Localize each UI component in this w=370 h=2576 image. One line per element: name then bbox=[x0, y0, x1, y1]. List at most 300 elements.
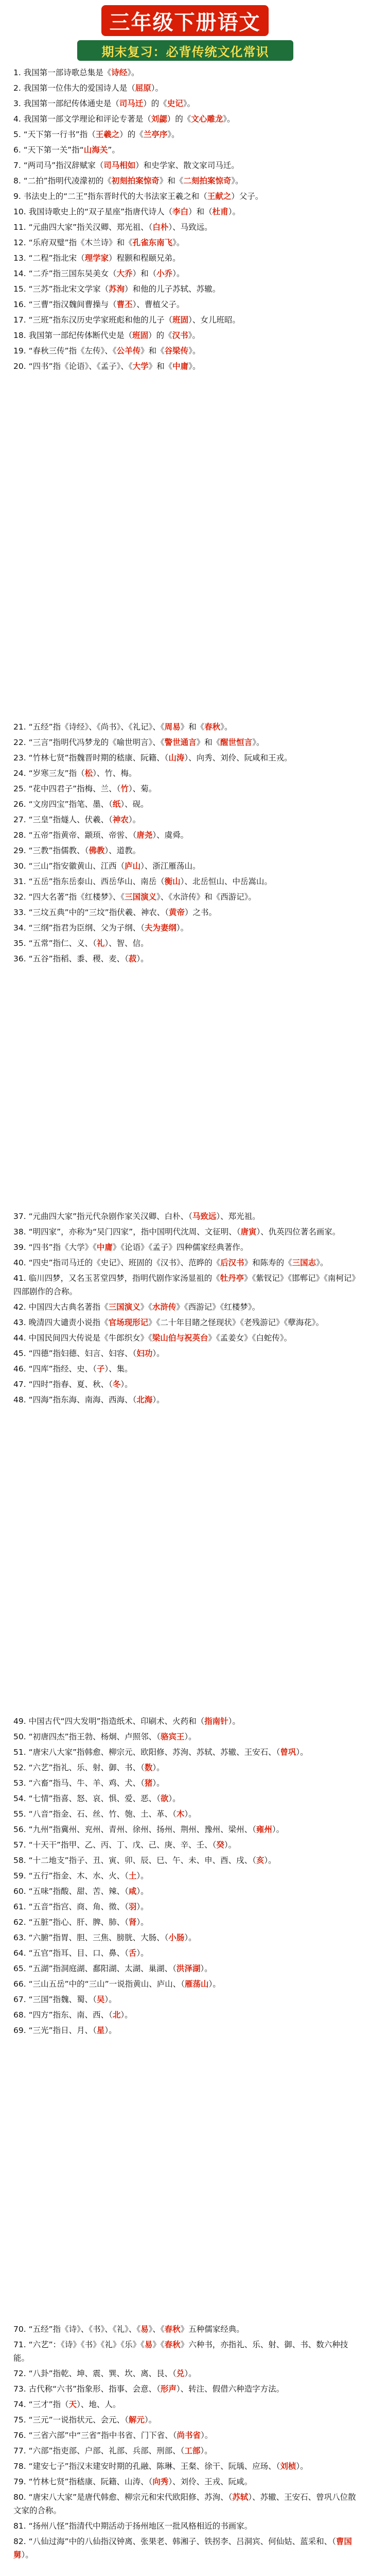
item-text: ）和他的儿子苏轼、苏辙。 bbox=[125, 284, 221, 294]
item-text: 》。 bbox=[220, 722, 233, 732]
item-text: ）父子。 bbox=[231, 192, 263, 201]
item-text: 》《紫钗记》《邯郸记》《南柯记》四部剧作的合称。 bbox=[13, 1274, 360, 1296]
answer-highlight: 解元 bbox=[128, 2415, 145, 2425]
item-text: ）的《 bbox=[148, 331, 172, 340]
knowledge-item bbox=[13, 1362, 360, 1376]
answer-highlight: 黄帝 bbox=[168, 908, 185, 917]
item-text: 56. “九州”指冀州、兖州、青州、徐州、扬州、荆州、豫州、梁州、（ bbox=[13, 1825, 256, 1834]
item-text: 22. “三言”指明代冯梦龙的《喻世明言》、《 bbox=[13, 738, 165, 747]
answer-highlight: 大乔 bbox=[116, 269, 133, 278]
answer-highlight: 汉书 bbox=[172, 331, 188, 340]
item-text: ）。 bbox=[21, 2550, 33, 2560]
knowledge-item bbox=[13, 875, 360, 888]
knowledge-item bbox=[13, 2519, 360, 2533]
item-text: ）。 bbox=[120, 2010, 133, 2020]
item-text: 5. “天下第一行书”指（ bbox=[13, 130, 96, 139]
subtitle-banner bbox=[77, 40, 293, 61]
knowledge-item bbox=[13, 1730, 360, 1743]
item-text: 41. 临川四梦，又名玉茗堂四梦，指明代剧作家汤显祖的《 bbox=[13, 1274, 220, 1283]
item-text: 74. “三才”指（ bbox=[13, 2400, 69, 2409]
answer-highlight: 文心雕龙 bbox=[191, 114, 223, 124]
answer-highlight: 咸 bbox=[128, 1887, 137, 1896]
item-text: ）。 bbox=[120, 1380, 133, 1389]
item-text: ）。 bbox=[136, 1948, 149, 1958]
knowledge-item bbox=[13, 921, 360, 935]
item-text: 7. “两司马”指汉辞赋家（ bbox=[13, 161, 104, 170]
answer-highlight: 春秋 bbox=[164, 2340, 181, 2349]
knowledge-item bbox=[13, 828, 360, 842]
knowledge-item bbox=[13, 2008, 360, 2022]
knowledge-item bbox=[13, 112, 360, 126]
knowledge-item bbox=[13, 1241, 360, 1254]
item-text: 38. “明四家”，亦称为“吴门四家”，指中国明代沈周、文征明、（ bbox=[13, 1227, 241, 1236]
knowledge-item bbox=[13, 2475, 360, 2488]
item-text: 49. 中国古代“四大发明”指造纸术、印刷术、火药和（ bbox=[13, 1717, 205, 1726]
knowledge-item bbox=[13, 2413, 360, 2427]
item-text: 》。 bbox=[188, 346, 201, 355]
answer-highlight: 理学家 bbox=[84, 253, 109, 263]
answer-highlight: 羽 bbox=[128, 1902, 137, 1911]
answer-highlight: 屈原 bbox=[135, 83, 151, 93]
knowledge-item bbox=[13, 2323, 360, 2336]
item-text: ）。 bbox=[228, 1717, 240, 1726]
knowledge-item bbox=[13, 128, 360, 141]
item-text: 》。 bbox=[223, 114, 235, 124]
knowledge-item bbox=[13, 143, 360, 157]
knowledge-item bbox=[13, 798, 360, 811]
item-text: ）。 bbox=[296, 2462, 308, 2471]
answer-highlight: 北 bbox=[112, 2010, 121, 2020]
answer-highlight: 雁荡山 bbox=[184, 1979, 209, 1989]
knowledge-item bbox=[13, 2382, 360, 2396]
item-text: ）、地、人。 bbox=[77, 2400, 121, 2409]
answer-highlight: 工部 bbox=[184, 2446, 201, 2455]
answer-highlight: 松 bbox=[84, 769, 93, 778]
item-text: ）、仇英四位著名画家。 bbox=[256, 1227, 341, 1236]
answer-highlight: 纸 bbox=[112, 800, 121, 809]
knowledge-item bbox=[13, 1916, 360, 1929]
knowledge-item bbox=[13, 782, 360, 795]
item-text: 》。 bbox=[127, 68, 139, 77]
knowledge-item bbox=[13, 751, 360, 765]
knowledge-item bbox=[13, 2535, 360, 2562]
knowledge-item bbox=[13, 1272, 360, 1298]
knowledge-item bbox=[13, 813, 360, 826]
item-text: ）。 bbox=[296, 1748, 308, 1757]
knowledge-item bbox=[13, 81, 360, 95]
item-text: 》。 bbox=[167, 130, 180, 139]
content-sections bbox=[0, 66, 370, 2576]
item-text: ）。 bbox=[144, 2415, 157, 2425]
answer-highlight: 李白 bbox=[172, 207, 189, 216]
item-text: 57. “十天干”指甲、乙、丙、丁、戊、己、庚、辛、壬、（ bbox=[13, 1840, 217, 1850]
item-text: 》和《 bbox=[196, 738, 221, 747]
item-text: 69. “三光”指日、月、（ bbox=[13, 2026, 97, 2035]
knowledge-item bbox=[13, 2338, 360, 2365]
knowledge-item bbox=[13, 1993, 360, 2006]
knowledge-item bbox=[13, 2490, 360, 2517]
answer-highlight: 子 bbox=[96, 1364, 105, 1374]
knowledge-item bbox=[13, 1347, 360, 1360]
item-text: 24. “岁寒三友”指（ bbox=[13, 769, 85, 778]
answer-highlight: 竹 bbox=[120, 784, 129, 793]
item-text: ）、刘伶、王戎、阮咸。 bbox=[168, 2477, 253, 2486]
knowledge-item bbox=[13, 2460, 360, 2473]
knowledge-item bbox=[13, 2367, 360, 2380]
knowledge-item bbox=[13, 1807, 360, 1821]
knowledge-item bbox=[13, 1946, 360, 1960]
item-text: ）。 bbox=[208, 1979, 221, 1989]
answer-highlight: 癸 bbox=[216, 1840, 224, 1850]
item-text: 》。 bbox=[172, 238, 185, 247]
item-text: 21. “五经”指《诗经》、《尚书》、《礼记》、《 bbox=[13, 722, 165, 732]
answer-highlight: 土 bbox=[128, 1871, 137, 1880]
item-text: ）。 bbox=[228, 207, 240, 216]
item-text: 9. 书法史上的“二王”指东晋时代的大书法家王羲之和（ bbox=[13, 192, 207, 201]
item-text: 65. “五湖”指洞庭湖、鄱阳湖、太湖、巢湖、（ bbox=[13, 1964, 177, 1973]
answer-highlight: 肾 bbox=[128, 1918, 137, 1927]
answer-highlight: 夫为妻纲 bbox=[144, 923, 177, 933]
answer-highlight: 舌 bbox=[128, 1948, 137, 1958]
item-text: 40. “四史”指司马迁的《史记》、班固的《汉书》、范晔的《 bbox=[13, 1258, 221, 1267]
item-text: ）、转注、假借六种造字方法。 bbox=[176, 2384, 285, 2394]
item-text: ）、曹植父子。 bbox=[132, 300, 185, 309]
item-text: 29. “三教”指儒教、（ bbox=[13, 846, 89, 855]
answer-highlight: 水浒传 bbox=[152, 1302, 177, 1312]
item-text: 》《 bbox=[140, 1302, 152, 1312]
item-text: ）、苏辙、王安石、曾巩八位散文家的合称。 bbox=[13, 2493, 356, 2515]
answer-highlight: 二刻拍案惊奇 bbox=[183, 176, 232, 185]
item-text: 58. “十二地支”指子、丑、寅、卯、辰、巳、午、未、申、酉、戌、（ bbox=[13, 1856, 256, 1865]
answer-highlight: 中庸 bbox=[96, 1243, 113, 1252]
item-text: 27. “三皇”指燧人、伏羲、（ bbox=[13, 815, 113, 824]
item-text: 54. “七情”指喜、怒、哀、惧、爱、恶、（ bbox=[13, 1794, 161, 1803]
item-text: ）、道教。 bbox=[104, 846, 141, 855]
answer-highlight: 初刻拍案惊奇 bbox=[111, 176, 160, 185]
item-text: 45. “四德”指妇德、妇言、妇容、（ bbox=[13, 1349, 137, 1358]
knowledge-item bbox=[13, 1761, 360, 1774]
knowledge-item bbox=[13, 1900, 360, 1913]
answer-highlight: 妇功 bbox=[136, 1349, 153, 1358]
item-text: ）、浙江雁荡山。 bbox=[140, 861, 201, 871]
answer-highlight: 猪 bbox=[144, 1778, 153, 1788]
answer-highlight: 诗经 bbox=[111, 68, 128, 77]
answer-highlight: 史记 bbox=[167, 99, 183, 108]
knowledge-item bbox=[13, 66, 360, 79]
item-text: ）、砚。 bbox=[120, 800, 149, 809]
knowledge-item bbox=[13, 1885, 360, 1898]
answer-highlight: 衡山 bbox=[164, 877, 181, 886]
answer-highlight: 山涛 bbox=[168, 753, 185, 762]
item-text: 25. “花中四君子”指梅、兰、（ bbox=[13, 784, 121, 793]
item-text: ）。 bbox=[184, 1933, 197, 1942]
item-text: 39. “四书”指《大学》《 bbox=[13, 1243, 97, 1252]
knowledge-item bbox=[13, 767, 360, 780]
answer-highlight: 礼 bbox=[96, 939, 105, 948]
answer-highlight: 指南针 bbox=[204, 1717, 228, 1726]
item-text: 19. “春秋三传”指《左传》、《 bbox=[13, 346, 117, 355]
answer-highlight: 山海关 bbox=[83, 145, 108, 155]
answer-highlight: 亥 bbox=[256, 1856, 265, 1865]
item-text: 》六种书，亦指礼、乐、射、御、书、数六种技能。 bbox=[13, 2340, 348, 2363]
answer-highlight: 春秋 bbox=[204, 722, 221, 732]
item-text: 》。 bbox=[183, 99, 196, 108]
item-text: ）。 bbox=[184, 1809, 197, 1819]
item-text: 2. 我国第一位伟大的爱国诗人是（ bbox=[13, 83, 135, 93]
item-text: 81. “扬州八怪”指清代中期活动于扬州地区一批风格相近的书画家。 bbox=[13, 2521, 253, 2531]
knowledge-item bbox=[13, 313, 360, 327]
knowledge-item bbox=[13, 1977, 360, 1991]
item-text: 78. “建安七子”指汉末建安时期的孔融、陈琳、王粲、徐干、阮瑀、应玚、（ bbox=[13, 2462, 280, 2471]
item-text: 37. “元曲四大家”指元代杂剧作家关汉卿、白朴、（ bbox=[13, 1212, 192, 1221]
item-text: 10. 我国诗歌史上的“双子星座”指唐代诗人（ bbox=[13, 207, 173, 216]
item-text: 31. “五岳”指东岳泰山、西岳华山、南岳（ bbox=[13, 877, 165, 886]
item-text: ）。 bbox=[200, 2446, 213, 2455]
item-text: ）。 bbox=[136, 954, 149, 963]
answer-highlight: 兑 bbox=[176, 2369, 185, 2378]
knowledge-item bbox=[13, 1210, 360, 1223]
knowledge-item bbox=[13, 97, 360, 110]
answer-highlight: 洪泽湖 bbox=[176, 1964, 201, 1973]
knowledge-item bbox=[13, 1715, 360, 1728]
section-3 bbox=[13, 1210, 360, 1409]
knowledge-item bbox=[13, 221, 360, 234]
knowledge-item bbox=[13, 736, 360, 749]
item-text: 30. “三山”指安徽黄山、江西（ bbox=[13, 861, 125, 871]
item-text: 》和陈寿的《 bbox=[244, 1258, 292, 1267]
knowledge-item bbox=[13, 844, 360, 857]
answer-highlight: 向秀 bbox=[152, 2477, 169, 2486]
answer-highlight: 刘勰 bbox=[151, 114, 167, 124]
section-1 bbox=[13, 66, 360, 375]
answer-highlight: 后汉书 bbox=[220, 1258, 244, 1267]
knowledge-item bbox=[13, 267, 360, 280]
answer-highlight: 易 bbox=[140, 2325, 149, 2334]
answer-highlight: 佛教 bbox=[89, 846, 105, 855]
item-text: 36. “五谷”指稻、黍、稷、麦、（ bbox=[13, 954, 129, 963]
answer-highlight: 司马相如 bbox=[103, 161, 136, 170]
answer-highlight: 杜甫 bbox=[212, 207, 228, 216]
item-text: ）的《 bbox=[167, 114, 191, 124]
item-text: ）、马致远。 bbox=[168, 223, 213, 232]
answer-highlight: 唐寅 bbox=[240, 1227, 257, 1236]
item-text: 80. “唐宋八大家”是唐代韩愈、柳宗元和宋代欧阳修、苏洵、（ bbox=[13, 2493, 233, 2502]
item-text: 》《西游记》《红楼梦》。 bbox=[176, 1302, 260, 1312]
item-text: ）。 bbox=[136, 1887, 149, 1896]
item-text: 》《二十年目睹之怪现状》《老残游记》《孽海花》。 bbox=[148, 1318, 324, 1327]
answer-highlight: 周易 bbox=[164, 722, 181, 732]
answer-highlight: 大学 bbox=[132, 362, 149, 371]
answer-highlight: 梁山伯与祝英台 bbox=[152, 1333, 208, 1343]
item-text: ）。 bbox=[172, 269, 185, 278]
answer-highlight: 三国演义 bbox=[125, 892, 157, 902]
item-text: 44. 中国民间四大传说是《牛郎织女》《 bbox=[13, 1333, 152, 1343]
knowledge-item bbox=[13, 1823, 360, 1836]
item-text: 》。 bbox=[188, 331, 200, 340]
item-text: 6. “天下第一关”指“ bbox=[13, 145, 84, 155]
knowledge-item bbox=[13, 1316, 360, 1329]
item-text: 33. “三坟五典”中的“三坟”指伏羲、神农、（ bbox=[13, 908, 169, 917]
item-text: 》和《 bbox=[140, 346, 165, 355]
answer-highlight: 小乔 bbox=[156, 269, 173, 278]
answer-highlight: 骆宾王 bbox=[160, 1732, 185, 1741]
item-text: 8. “二拍”指明代凌濛初的《 bbox=[13, 176, 112, 185]
item-text: 13. “二程”指北宋（ bbox=[13, 253, 85, 263]
knowledge-item bbox=[13, 720, 360, 734]
knowledge-item bbox=[13, 282, 360, 296]
item-text: ）。 bbox=[136, 1871, 149, 1880]
item-text: 4. 我国第一部文学理论和评论专著是（ bbox=[13, 114, 151, 124]
item-text: 11. “元曲四大家”指关汉卿、郑光祖、（ bbox=[13, 223, 153, 232]
item-text: ）。 bbox=[152, 1763, 165, 1772]
knowledge-item bbox=[13, 1745, 360, 1759]
answer-highlight: 庐山 bbox=[125, 861, 141, 871]
item-text: 35. “五常”指仁、义、（ bbox=[13, 939, 97, 948]
section-4 bbox=[13, 1715, 360, 2039]
knowledge-item bbox=[13, 360, 360, 373]
item-text: 42. 中国四大古典名著指《 bbox=[13, 1302, 109, 1312]
answer-highlight: 司马迁 bbox=[119, 99, 144, 108]
item-text: ）、北岳恒山、中岳嵩山。 bbox=[180, 877, 272, 886]
item-text: ）。 bbox=[168, 1794, 181, 1803]
item-text: ）。 bbox=[224, 1840, 237, 1850]
item-text: 50. “初唐四杰”指王勃、杨炯、卢照邻、（ bbox=[13, 1732, 161, 1741]
item-text: ）的《 bbox=[119, 130, 144, 139]
item-text: ）。 bbox=[128, 815, 141, 824]
answer-highlight: 唐尧 bbox=[136, 831, 153, 840]
knowledge-item bbox=[13, 1854, 360, 1867]
knowledge-item bbox=[13, 2398, 360, 2411]
page-title: 三年级下册语文 bbox=[109, 10, 261, 35]
answer-highlight: 警世通言 bbox=[164, 738, 197, 747]
knowledge-item bbox=[13, 952, 360, 965]
item-text: 》和《 bbox=[159, 176, 184, 185]
item-text: 66. “三山五岳”中的“三山”一说指黄山、庐山、（ bbox=[13, 1979, 185, 1989]
knowledge-item bbox=[13, 1869, 360, 1883]
page-header bbox=[0, 0, 370, 66]
item-text: ）。 bbox=[152, 1778, 165, 1788]
answer-highlight: 公羊传 bbox=[116, 346, 141, 355]
answer-highlight: 牡丹亭 bbox=[220, 1274, 244, 1283]
knowledge-item bbox=[13, 329, 360, 342]
item-text: 75. “三元”一说指状元、会元、（ bbox=[13, 2415, 129, 2425]
answer-highlight: 王羲之 bbox=[95, 130, 120, 139]
item-text: 32. “四大名著”指《红楼梦》、《 bbox=[13, 892, 125, 902]
answer-highlight: 苏洵 bbox=[109, 284, 125, 294]
item-text: 70. “五经”指《诗》、《书》、《礼》、《 bbox=[13, 2325, 141, 2334]
item-text: 15. “三苏”指北宋文学家（ bbox=[13, 284, 109, 294]
answer-highlight: 三国演义 bbox=[108, 1302, 140, 1312]
item-text: ）。 bbox=[152, 1349, 165, 1358]
item-text: ）。 bbox=[264, 1856, 276, 1865]
item-text: ）、竹、梅。 bbox=[93, 769, 137, 778]
answer-highlight: 星 bbox=[96, 2026, 105, 2035]
knowledge-item bbox=[13, 937, 360, 950]
knowledge-item bbox=[13, 1776, 360, 1790]
item-text: ）、女儿班昭。 bbox=[188, 315, 240, 325]
knowledge-item bbox=[13, 174, 360, 188]
item-text: 12. “乐府双璧”指《木兰诗》和《 bbox=[13, 238, 133, 247]
item-text: 》和《 bbox=[180, 722, 205, 732]
knowledge-item bbox=[13, 1393, 360, 1406]
item-text: ）、郑光祖。 bbox=[216, 1212, 260, 1221]
knowledge-item bbox=[13, 890, 360, 904]
item-text: 23. “竹林七贤”指魏晋时期的嵇康、阮籍、（ bbox=[13, 753, 169, 762]
knowledge-item bbox=[13, 2444, 360, 2458]
knowledge-item bbox=[13, 236, 360, 249]
knowledge-item bbox=[13, 1331, 360, 1345]
item-text: 16. “三曹”指汉魏间曹操与（ bbox=[13, 300, 117, 309]
answer-highlight: 小肠 bbox=[168, 1933, 185, 1942]
answer-highlight: 木 bbox=[176, 1809, 185, 1819]
knowledge-item bbox=[13, 1838, 360, 1852]
item-text: ）、智、信。 bbox=[104, 939, 149, 948]
item-text: ）。 bbox=[184, 2369, 197, 2378]
item-text: ”。 bbox=[108, 145, 120, 155]
answer-highlight: 醒世恒言 bbox=[220, 738, 253, 747]
knowledge-item bbox=[13, 190, 360, 203]
item-text: ）、向秀、刘伶、阮咸和王戎。 bbox=[184, 753, 292, 762]
knowledge-item bbox=[13, 1225, 360, 1239]
item-text: 17. “三班”指东汉历史学家班彪和他的儿子（ bbox=[13, 315, 173, 325]
item-text: 48. “四海”指东海、南海、西海、（ bbox=[13, 1395, 137, 1404]
answer-highlight: 天 bbox=[68, 2400, 77, 2409]
answer-highlight: 尚书省 bbox=[177, 2431, 201, 2440]
item-text: 3. 我国第一部纪传体通史是（ bbox=[13, 99, 119, 108]
item-text: 18. 我国第一部纪传体断代史是（ bbox=[13, 331, 133, 340]
answer-highlight: 孔雀东南飞 bbox=[132, 238, 173, 247]
answer-highlight: 欲 bbox=[160, 1794, 169, 1803]
item-text: 》五种儒家经典。 bbox=[180, 2325, 244, 2334]
item-text: ）。 bbox=[151, 83, 163, 93]
answer-highlight: 白朴 bbox=[152, 223, 169, 232]
knowledge-item bbox=[13, 906, 360, 919]
answer-highlight: 雍州 bbox=[256, 1825, 272, 1834]
item-text: ）、菊。 bbox=[128, 784, 157, 793]
answer-highlight: 神农 bbox=[112, 815, 129, 824]
answer-highlight: 数 bbox=[144, 1763, 153, 1772]
item-text: 》《 bbox=[152, 2340, 165, 2349]
item-text: 68. “四方”指东、南、西、（ bbox=[13, 2010, 113, 2020]
item-text: 》、《水浒传》和《西游记》。 bbox=[156, 892, 256, 902]
knowledge-item bbox=[13, 1300, 360, 1314]
item-text: 》。 bbox=[252, 738, 265, 747]
knowledge-item bbox=[13, 344, 360, 358]
item-text: 79. “竹林七贤”指嵇康、阮籍、山涛、（ bbox=[13, 2477, 153, 2486]
item-text: 14. “二乔”指三国东吴美女（ bbox=[13, 269, 117, 278]
answer-highlight: 曹国舅 bbox=[13, 2537, 352, 2560]
answer-highlight: 刘桢 bbox=[280, 2462, 296, 2471]
answer-highlight: 王献之 bbox=[207, 192, 232, 201]
item-text: 》。 bbox=[188, 362, 201, 371]
answer-highlight: 苏轼 bbox=[232, 2493, 249, 2502]
item-text: 61. “五音”指宫、商、角、徵、（ bbox=[13, 1902, 129, 1911]
answer-highlight: 易 bbox=[144, 2340, 153, 2349]
knowledge-item bbox=[13, 159, 360, 172]
answer-highlight: 班固 bbox=[172, 315, 189, 325]
item-text: 72. “八卦”指乾、坤、震、巽、坎、离、艮、（ bbox=[13, 2369, 177, 2378]
knowledge-item bbox=[13, 1792, 360, 1805]
item-text: 1. 我国第一部诗歌总集是《 bbox=[13, 68, 112, 77]
item-text: 71. “六艺”：《诗》《书》《礼》《乐》《 bbox=[13, 2340, 145, 2349]
answer-highlight: 兰亭序 bbox=[143, 130, 168, 139]
item-text: ）。 bbox=[152, 1395, 165, 1404]
answer-highlight: 春秋 bbox=[164, 2325, 181, 2334]
item-text: 28. “五帝”指黄帝、颛顼、帝喾、（ bbox=[13, 831, 137, 840]
answer-highlight: 三国志 bbox=[292, 1258, 316, 1267]
section-2 bbox=[13, 720, 360, 968]
item-text: 67. “三国”指魏、蜀、（ bbox=[13, 1995, 97, 2004]
